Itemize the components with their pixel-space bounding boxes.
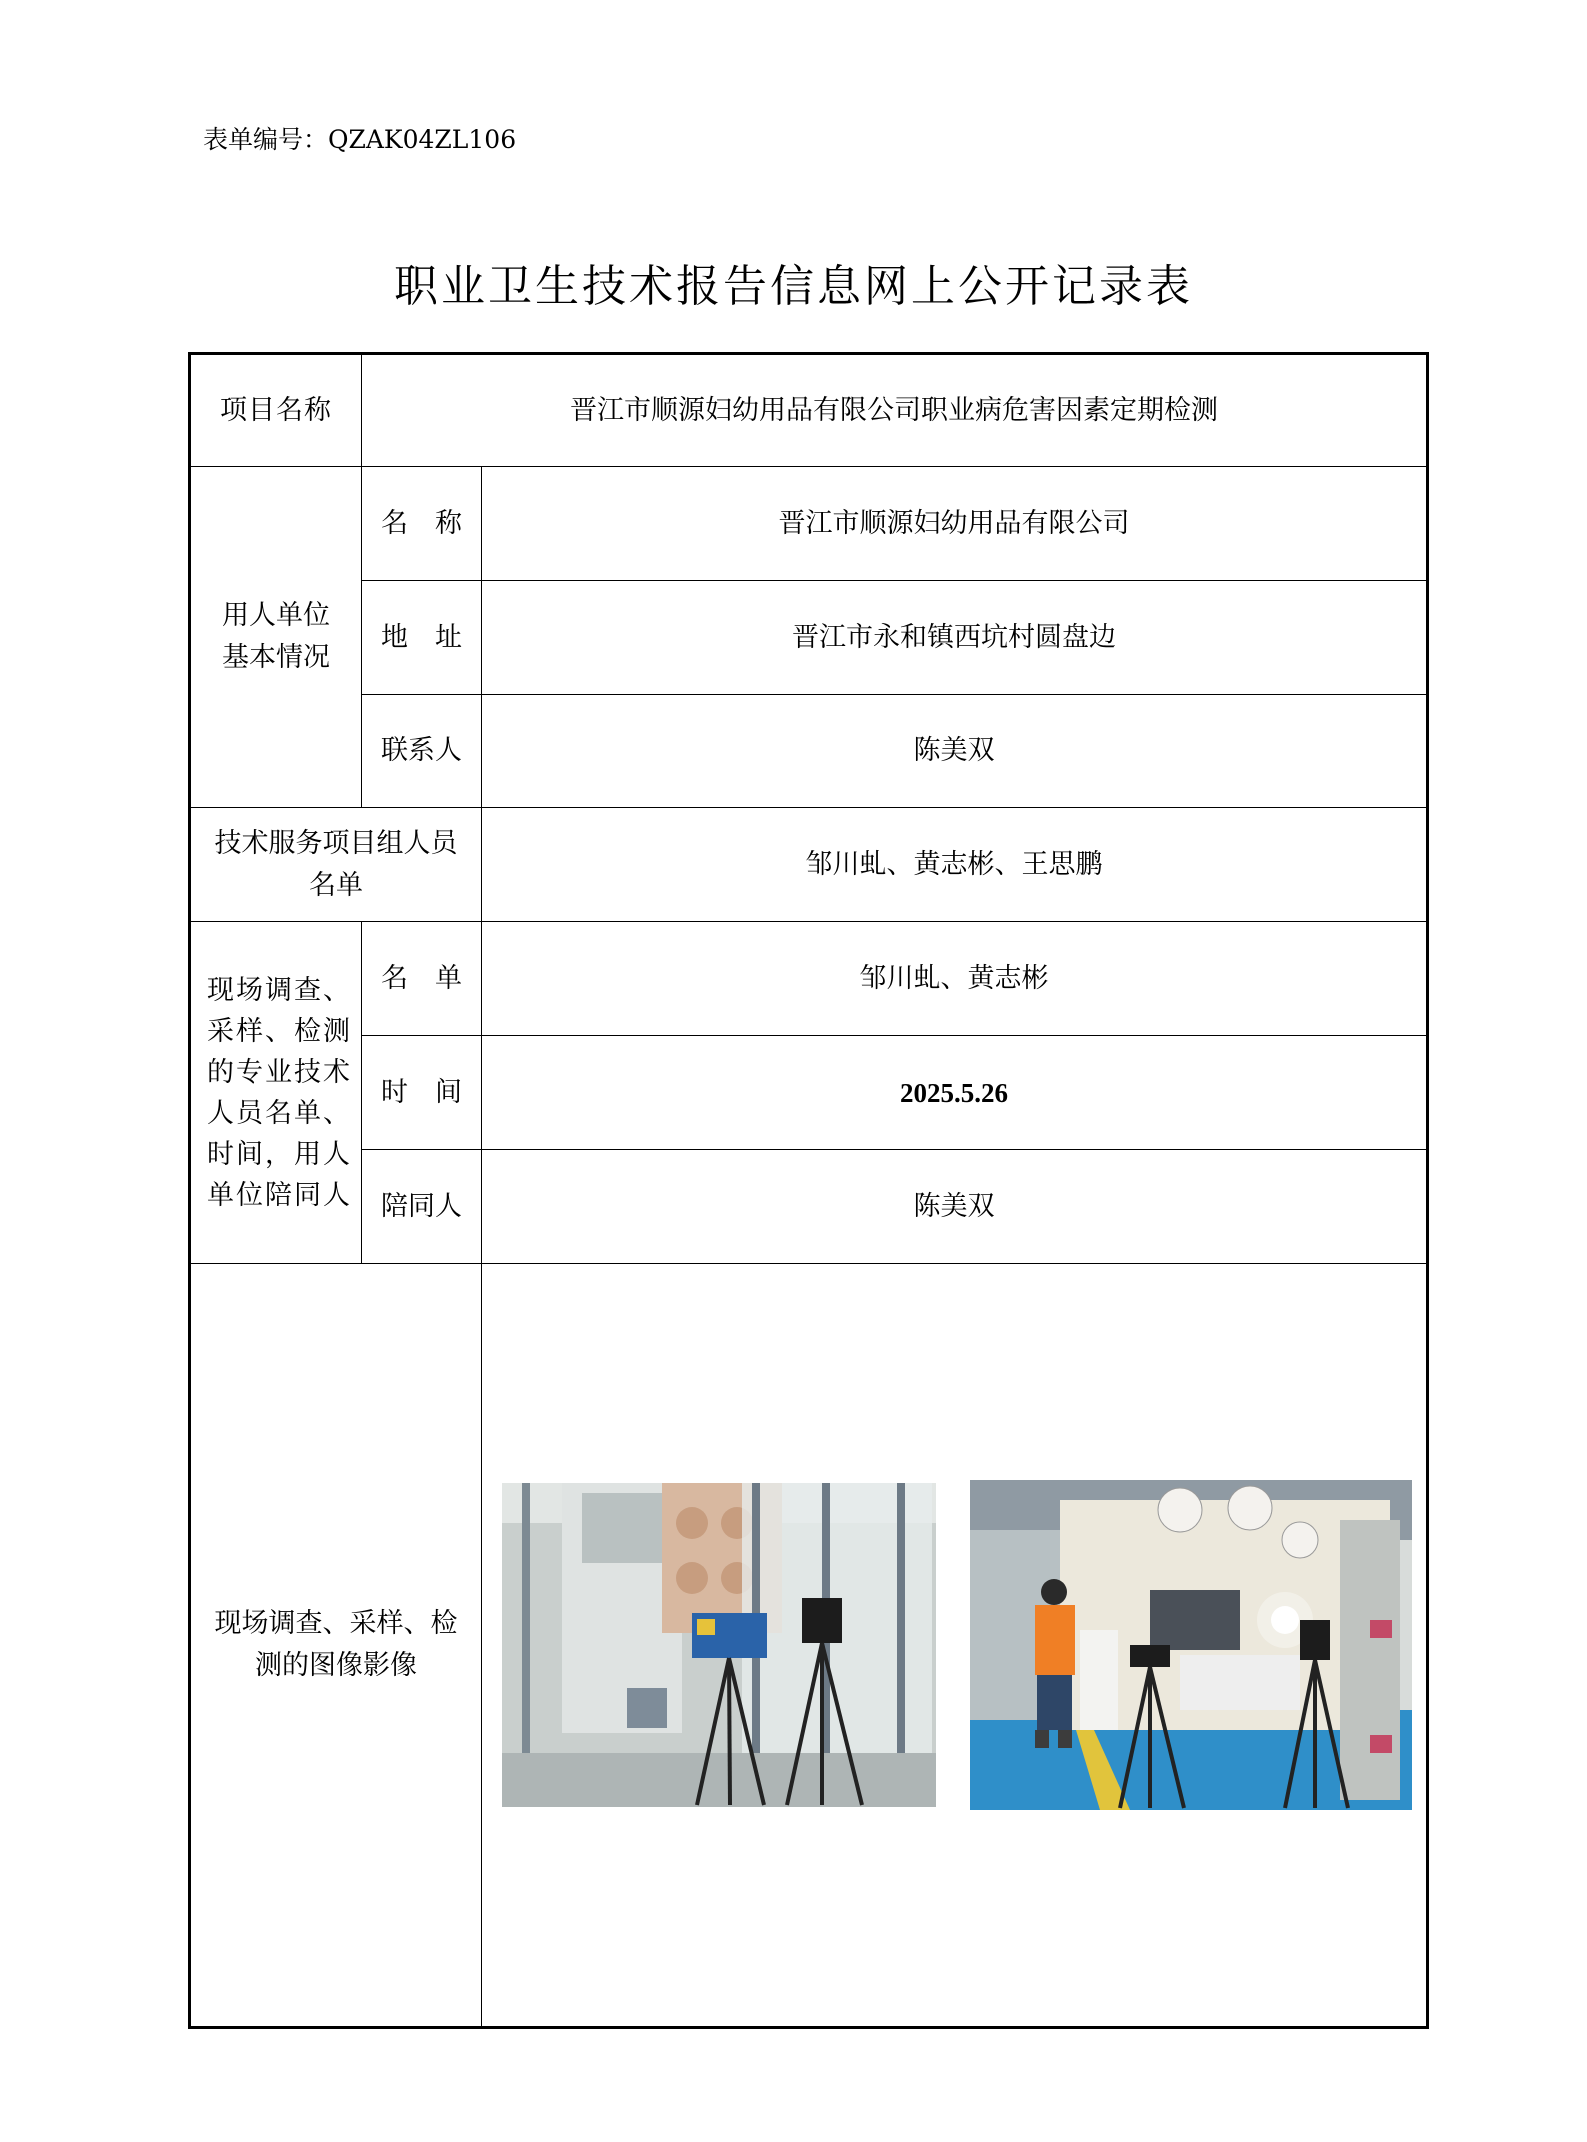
employer-name-value: 晋江市顺源妇幼用品有限公司 <box>482 467 1428 581</box>
images-label-line2: 测的图像影像 <box>255 1650 417 1681</box>
row-images <box>190 1264 1428 2028</box>
survey-label-line: 时间，用人 <box>207 1138 352 1170</box>
row-project <box>190 354 1428 467</box>
page-title: 职业卫生技术报告信息网上公开记录表 <box>394 261 1193 312</box>
survey-label-line: 采样、检测 <box>207 1015 352 1047</box>
survey-group-label <box>190 922 362 1264</box>
survey-label-line: 单位陪同人 <box>207 1179 352 1211</box>
row-employer-contact <box>190 695 1428 808</box>
row-survey-list <box>190 922 1428 1036</box>
survey-escort-value: 陈美双 <box>482 1150 1428 1264</box>
employer-address-label: 地 址 <box>362 581 482 695</box>
employer-contact-value: 陈美双 <box>482 695 1428 808</box>
images-label <box>190 1264 482 2028</box>
employer-contact-label: 联系人 <box>362 695 482 808</box>
row-survey-time <box>190 1036 1428 1150</box>
survey-label-line: 的专业技术 <box>207 1056 352 1088</box>
survey-list-label: 名 单 <box>362 922 482 1036</box>
team-label-line2: 名单 <box>309 869 363 901</box>
project-label: 项目名称 <box>190 354 362 467</box>
employer-label-line2: 基本情况 <box>222 642 330 673</box>
site-photo-2-drawing <box>970 1480 1412 1810</box>
team-label <box>190 808 482 922</box>
employer-name-label: 名 称 <box>362 467 482 581</box>
site-photo-1 <box>502 1483 936 1807</box>
row-employer-address <box>190 581 1428 695</box>
site-photo-2 <box>970 1480 1412 1810</box>
project-value: 晋江市顺源妇幼用品有限公司职业病危害因素定期检测 <box>362 354 1428 467</box>
survey-escort-label: 陪同人 <box>362 1150 482 1264</box>
images-cell <box>482 1264 1428 2028</box>
employer-group-label <box>190 467 362 808</box>
photo-gallery <box>482 1480 1426 1810</box>
employer-address-value: 晋江市永和镇西坑村圆盘边 <box>482 581 1428 695</box>
survey-time-value: 2025.5.26 <box>482 1036 1428 1150</box>
row-team <box>190 808 1428 922</box>
site-photo-1-drawing <box>502 1483 936 1807</box>
survey-label-line: 人员名单、 <box>207 1097 352 1129</box>
form-number: 表单编号：QZAK04ZL106 <box>203 125 517 154</box>
employer-label-line1: 用人单位 <box>222 600 330 631</box>
team-value: 邹川虬、黄志彬、王思鹏 <box>482 808 1428 922</box>
team-label-line1: 技术服务项目组人员 <box>214 827 458 859</box>
images-label-line1: 现场调查、采样、检 <box>214 1608 458 1639</box>
survey-time-label: 时 间 <box>362 1036 482 1150</box>
survey-label-line: 现场调查、 <box>207 974 352 1006</box>
row-employer-name <box>190 467 1428 581</box>
survey-list-value: 邹川虬、黄志彬 <box>482 922 1428 1036</box>
record-table <box>188 352 1429 2029</box>
row-survey-escort <box>190 1150 1428 1264</box>
